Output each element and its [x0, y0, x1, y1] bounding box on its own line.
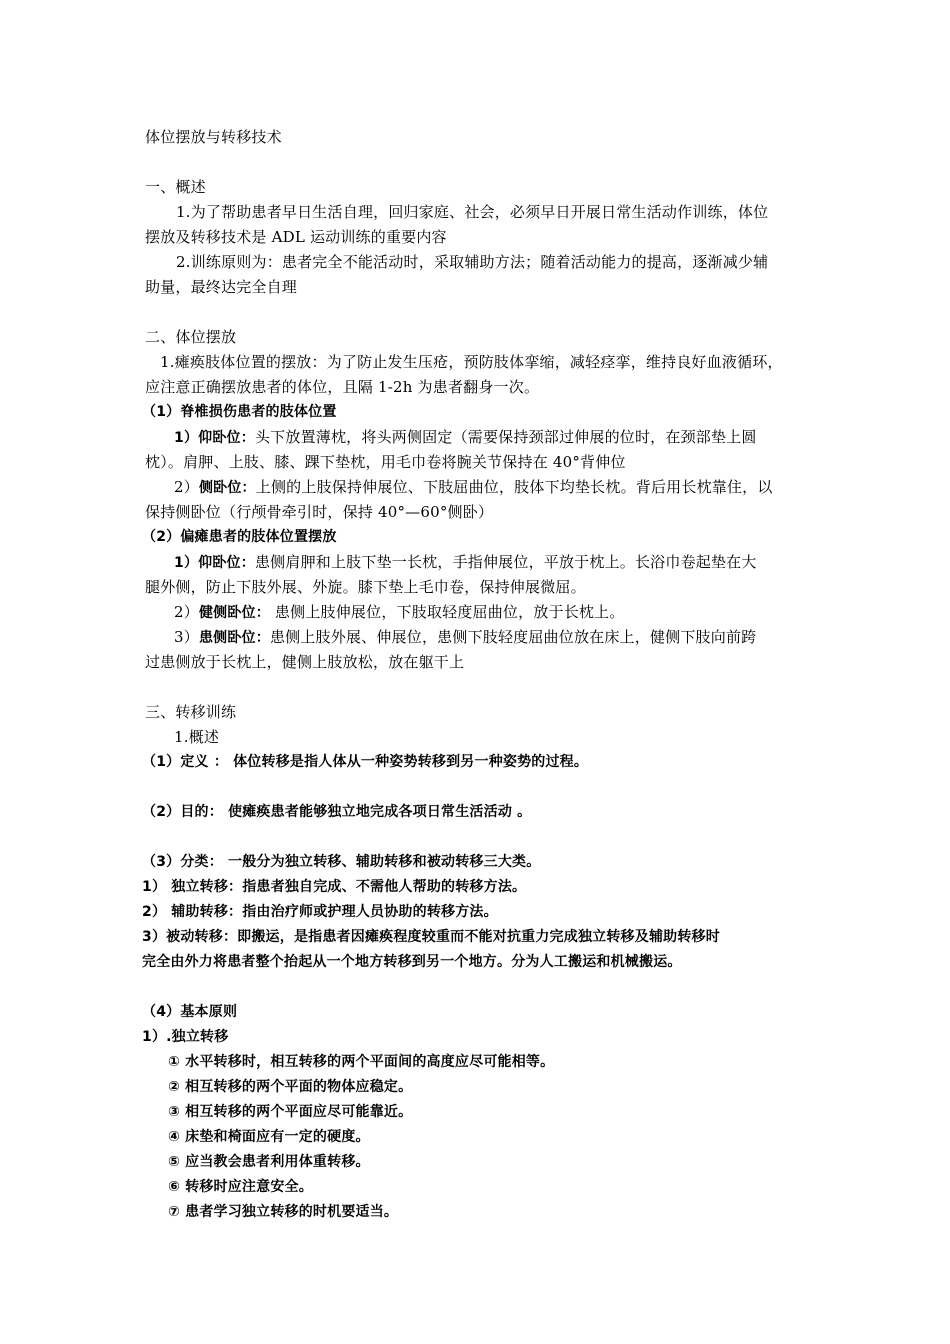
item-text: 上侧的上肢保持伸展位、下肢屈曲位，肢体下均垫长枕。背后用长枕靠住，以	[255, 478, 773, 496]
subheading: （1）脊椎损伤患者的肢体位置	[142, 404, 337, 420]
rule-item: ⑤ 应当教会患者利用体重转移。	[168, 1154, 370, 1170]
item-label: 仰卧位：	[198, 555, 255, 571]
paragraph: 摆放及转移技术是 ADL 运动训练的重要内容	[145, 228, 447, 246]
subheading: 1）.独立转移	[142, 1029, 229, 1045]
item-number: 1）	[174, 430, 199, 446]
paragraph: 腿外侧，防止下肢外展、外旋。膝下垫上毛巾卷，保持伸展微屈。	[145, 578, 586, 596]
rule-item: ⑥ 转移时应注意安全。	[168, 1179, 313, 1195]
paragraph: 应注意正确摆放患者的体位，且隔 1-2h 为患者翻身一次。	[145, 378, 540, 396]
item-label: 仰卧位：	[198, 430, 255, 446]
item-label: 健侧卧位：	[198, 605, 270, 621]
item-label: 患侧卧位：	[198, 630, 270, 646]
classification-item: 完全由外力将患者整个抬起从一个地方转移到另一个地方。分为人工搬运和机械搬运。	[142, 954, 682, 970]
rule-item: ④ 床垫和椅面应有一定的硬度。	[168, 1129, 370, 1145]
classification-item: 3）被动转移：即搬运，是指患者因瘫痪程度较重而不能对抗重力完成独立转移及辅助转移时	[142, 929, 720, 945]
item-text: 头下放置薄枕，将头两侧固定（需要保持颈部过伸展的位时，在颈部垫上圆	[254, 428, 757, 446]
item-label: 侧卧位：	[198, 480, 256, 496]
item-text: 患侧上肢外展、伸展位，患侧下肢轻度屈曲位放在床上，健侧下肢向前跨	[269, 628, 757, 646]
list-item	[174, 477, 773, 498]
list-item	[174, 602, 625, 623]
item-number: 1）	[174, 555, 199, 571]
classification-item: 2） 辅助转移：指由治疗师或护理人员协助的转移方法。	[142, 904, 498, 920]
rule-item: ⑦ 患者学习独立转移的时机要适当。	[168, 1204, 399, 1220]
paragraph: 保持侧卧位（行颅骨牵引时，保持 40°—60°侧卧）	[145, 503, 494, 521]
list-item	[174, 627, 756, 648]
subheading: （2）偏瘫患者的肢体位置摆放	[142, 529, 337, 545]
rule-item: ② 相互转移的两个平面的物体应稳定。	[168, 1079, 413, 1095]
purpose-line: （2）目的： 使瘫痪患者能够独立地完成各项日常生活活动 。	[142, 804, 532, 820]
item-number: 2）	[174, 603, 199, 621]
list-item	[174, 552, 757, 573]
classification-item: 1） 独立转移：指患者独自完成、不需他人帮助的转移方法。	[142, 879, 527, 895]
paragraph: 2.训练原则为：患者完全不能活动时，采取辅助方法；随着活动能力的提高，逐渐减少辅	[176, 253, 769, 271]
rule-item: ③ 相互转移的两个平面应尽可能靠近。	[168, 1104, 413, 1120]
section-heading-transfer: 三、转移训练	[145, 703, 237, 721]
paragraph: 枕）。肩胛、上肢、膝、踝下垫枕，用毛巾卷将腕关节保持在 40°背伸位	[145, 453, 626, 471]
paragraph: 1.瘫痪肢体位置的摆放：为了防止发生压疮，预防肢体挛缩，减轻痉挛，维持良好血液循环，	[160, 353, 783, 371]
rule-item: ① 水平转移时，相互转移的两个平面间的高度应尽可能相等。	[168, 1054, 555, 1070]
paragraph: 助量，最终达完全自理	[145, 278, 298, 296]
paragraph: 过患侧放于长枕上，健侧上肢放松，放在躯干上	[145, 653, 465, 671]
paragraph: 1.为了帮助患者早日生活自理，回归家庭、社会，必须早日开展日常生活动作训练，体位	[176, 203, 769, 221]
list-item	[174, 427, 757, 448]
classification-line: （3）分类： 一般分为独立转移、辅助转移和被动转移三大类。	[142, 854, 541, 870]
subheading: （4）基本原则	[142, 1004, 238, 1020]
definition-line: （1）定义 ： 体位转移是指人体从一种姿势转移到另一种姿势的过程。	[142, 754, 589, 770]
item-number: 3）	[174, 628, 199, 646]
section-heading-positioning: 二、体位摆放	[145, 328, 237, 346]
item-number: 2）	[174, 478, 199, 496]
document-title: 体位摆放与转移技术	[145, 128, 282, 146]
item-text: 患侧肩胛和上肢下垫一长枕，手指伸展位，平放于枕上。长浴巾卷起垫在大	[254, 553, 757, 571]
section-heading-overview: 一、概述	[145, 178, 206, 196]
item-text: 患侧上肢伸展位，下肢取轻度屈曲位，放于长枕上。	[269, 603, 625, 621]
subheading: 1.概述	[174, 728, 220, 746]
